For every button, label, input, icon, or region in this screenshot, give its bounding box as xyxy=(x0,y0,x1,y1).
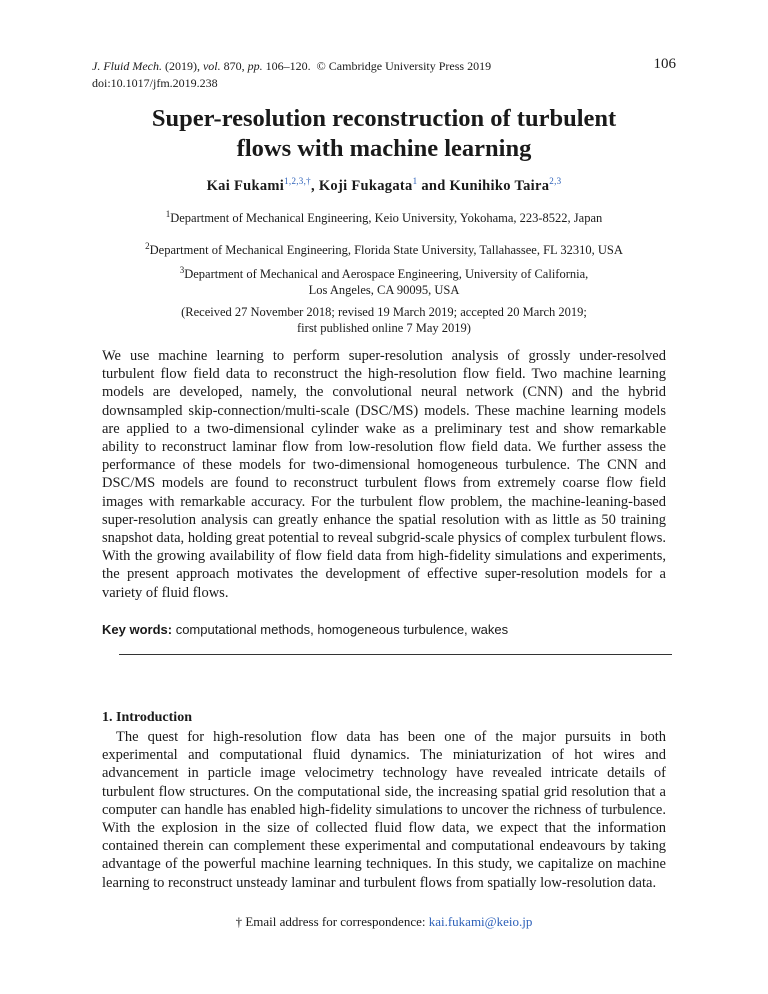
affiliation-1 xyxy=(0,206,768,226)
title-line-1: Super-resolution reconstruction of turbulent xyxy=(151,105,617,132)
affiliation-3 xyxy=(0,262,768,298)
affiliation-text: Department of Mechanical and Aerospace Engineering, University of California, xyxy=(184,267,589,282)
page-range: 106–120. xyxy=(265,59,311,73)
journal-name: J. Fluid Mech. xyxy=(92,59,162,73)
author-conjunction: and xyxy=(421,177,446,194)
paper-title xyxy=(0,104,768,164)
section-heading: 1. Introduction xyxy=(102,710,192,725)
author-2-affil[interactable]: 1 xyxy=(412,176,418,186)
affiliation-number: 1 xyxy=(165,209,171,219)
correspondence-footnote xyxy=(0,914,768,930)
affiliation-number: 3 xyxy=(179,265,185,275)
keywords-list: computational methods, homogeneous turbulence, wakes xyxy=(175,622,509,637)
footnote-label: Email address for correspondence: xyxy=(245,914,426,929)
received-dates xyxy=(0,304,768,336)
journal-year: (2019), xyxy=(164,59,200,73)
author-1: Kai Fukami xyxy=(206,177,285,194)
keywords xyxy=(102,622,508,637)
divider xyxy=(119,654,672,655)
received-line-2: first published online 7 May 2019) xyxy=(297,321,471,335)
pages-label: pp. xyxy=(247,59,263,73)
page-number: 106 xyxy=(653,56,676,72)
author-3: Kunihiko Taira xyxy=(449,177,550,194)
author-1-affil[interactable]: 1,2,3, xyxy=(284,176,307,186)
author-3-affil[interactable]: 2,3 xyxy=(549,176,562,186)
dagger-mark[interactable]: † xyxy=(306,176,311,186)
affiliation-text: Department of Mechanical Engineering, Keio University, Yokohama, 223-8522, Japan xyxy=(170,211,603,226)
affiliation-text: Department of Mechanical Engineering, Florida State University, Tallahassee, FL 32310, USA xyxy=(149,243,623,258)
author-separator: , xyxy=(310,177,315,194)
dagger-symbol: † xyxy=(235,914,243,929)
running-header xyxy=(92,58,491,92)
affiliation-number: 2 xyxy=(145,241,150,251)
author-2: Koji Fukagata xyxy=(318,177,413,194)
author-list xyxy=(0,176,768,195)
email-link[interactable]: kai.fukami@keio.jp xyxy=(428,914,533,929)
copyright-notice: © Cambridge University Press 2019 xyxy=(316,59,492,73)
keywords-label: Key words: xyxy=(102,622,173,637)
abstract: We use machine learning to perform super-resolution analysis of grossly under-resolved turbulent flow field data to reconstruct the high-resolution flow field. Two machine learning models are developed, namely, the convolutional neural network (CNN) and the hybrid downsampled skip-connection/multi-scale (DSC/MS) models. These machine learning models are applied to a two-dimensional cylinder wake as a preliminary test and show remarkable ability to reconstruct laminar flow from low-resolution flow field data. We further assess the performance of these models for two-dimensional homogeneous turbulence. The CNN and DSC/MS models are found to reconstruct turbulent flows from extremely coarse flow field images with remarkable accuracy. For the turbulent flow problem, the machine-leaning-based super-resolution analysis can greatly enhance the spatial resolution with as little as 50 training snapshot data, holding great potential to reveal subgrid-scale physics of complex turbulent flows. With the growing availability of flow field data from high-fidelity simulations and experiments, the present approach motivates the development of effective super-resolution models for a variety of fluid flows. xyxy=(102,348,666,601)
volume-number: 870, xyxy=(223,59,245,73)
volume-label: vol. xyxy=(202,59,221,73)
doi: doi:10.1017/jfm.2019.238 xyxy=(92,76,218,90)
title-line-2: flows with machine learning xyxy=(236,135,532,162)
affiliation-text-line-2: Los Angeles, CA 90095, USA xyxy=(308,283,460,298)
introduction-paragraph: The quest for high-resolution flow data has been one of the major pursuits in both experimental and computational fluid dynamics. The miniaturization of hot wires and advancement in particle image velocimetry technology have revealed intricate details of turbulent flow structures. On the computational side, the increasing spatial grid resolution that a computer can handle has enabled high-fidelity simulations to uncover the richness of turbulence. With the explosion in the size of collected fluid flow data, we expect that the information contained therein can complement these experimental and computational endeavours by taking advantage of the powerful machine learning techniques. In this study, we capitalize on machine learning to reconstruct unsteady laminar and turbulent flows from spatially low-resolution data. xyxy=(102,729,666,891)
received-line-1: (Received 27 November 2018; revised 19 March 2019; accepted 20 March 2019; xyxy=(181,305,587,319)
affiliation-2 xyxy=(0,238,768,258)
